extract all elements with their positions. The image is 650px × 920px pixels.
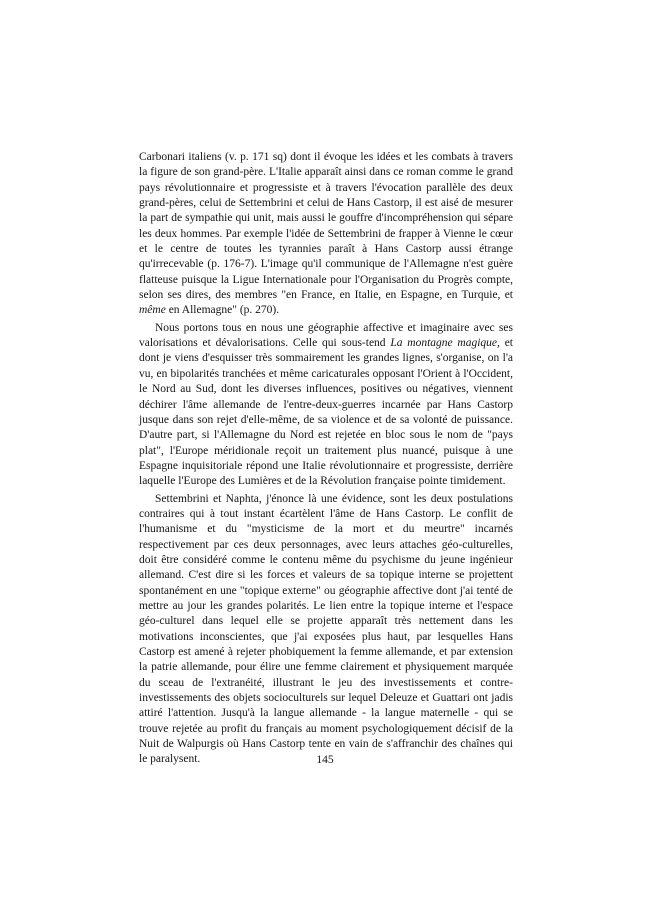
p1-run-3: en Allemagne" (p. 270). (165, 304, 280, 317)
paragraph-3 (139, 492, 513, 768)
p2-run-1: Nous portons tous en nous une géographie affective et imaginaire avec ses valorisations et dévalorisations. Celle qui sous-tend (139, 321, 513, 350)
paragraph-1 (139, 150, 513, 319)
p2-run-2: La montagne magique, (390, 337, 500, 350)
p1-run-1: Carbonari italiens (v. p. 171 sq) dont il évoque les idées et les combats à travers la figure de son grand-père. L'Italie apparaît ainsi dans ce roman comme le grand pays révolutionnaire et progressiste et à travers l'évocation parallèle des deux grand-pères, celui de Settembrini et celui de Hans Castorp, il est aisé de mesurer la part de sympathie qui unit, mais aussi le gouffre d'incompréhension qui sépare les deux hommes. Par exemple l'idée de Settembrini de frapper à Vienne le cœur et le centre de toutes les tyrannies paraît à Hans Castorp aussi étrange qu'irrecevable (p. 176-7). L'image qu'il communique de l'Allemagne n'est guère flatteuse puisque la Ligue Internationale pour l'Organisation du Progrès compte, selon ses dires, des membres "en France, en Italie, en Espagne, en Turquie, et (139, 151, 513, 302)
page-number: 145 (316, 754, 334, 766)
p3-run-1: Settembrini et Naphta, j'énonce là une évidence, sont les deux postulations contraires qui à tout instant écartèlent l'âme de Hans Castorp. Le conflit de l'humanisme et du "mysticisme de la mort et du meurtre" incarnés respectivement par ces deux personnages, avec leurs attaches géo-culturelles, doit être considéré comme le contenu même du psychisme du jeune ingénieur allemand. C'est dire si les forces et valeurs de sa topique interne se projettent spontanément en une "topique externe" ou géographie affective dont j'ai tenté de mettre au jour les grandes polarités. Le lien entre la topique interne et l'espace géo-culturel dans lequel elle se projette apparaît très nettement dans les motivations inconscientes, que j'ai exposées plus haut, par lesquelles Hans Castorp est amené à rejeter phobiquement la femme allemande, et par extension la patrie allemande, pour élire une femme clairement et physiquement marquée du sceau de l'extranéité, illustrant le jeu des investissements et contre-investissements des objets socioculturels sur lequel Deleuze et Guattari ont jadis attiré l'attention. Jusqu'à la langue allemande - la langue maternelle - qui se trouve rejetée au profit du français au moment psychologiquement décisif de la Nuit de Walpurgis où Hans Castorp tente en vain de s'affranchir des chaînes qui le paralysent. (139, 492, 513, 766)
page-body (139, 150, 513, 768)
p1-run-2: même (139, 304, 166, 317)
paragraph-2 (139, 321, 513, 490)
p2-run-3: et dont je viens d'esquisser très sommairement les grandes lignes, s'organise, on l'a vu, en bipolarités tranchées et même caricaturales opposant l'Orient à l'Occident, le Nord au Sud, dont les diverses influences, positives ou négatives, viennent déchirer l'âme allemande de l'entre-deux-guerres incarnée par Hans Castorp jusque dans son rejet d'elle-même, de sa violence et de sa volonté de puissance. D'autre part, si l'Allemagne du Nord est rejetée en bloc sous le nom de "pays plat", l'Europe méridionale reçoit un traitement plus nuancé, puisque à une Espagne inquisitoriale répond une Italie révolutionnaire et progressiste, derrière laquelle l'Europe des Lumières et de la Révolution française pointe timidement. (139, 337, 513, 488)
